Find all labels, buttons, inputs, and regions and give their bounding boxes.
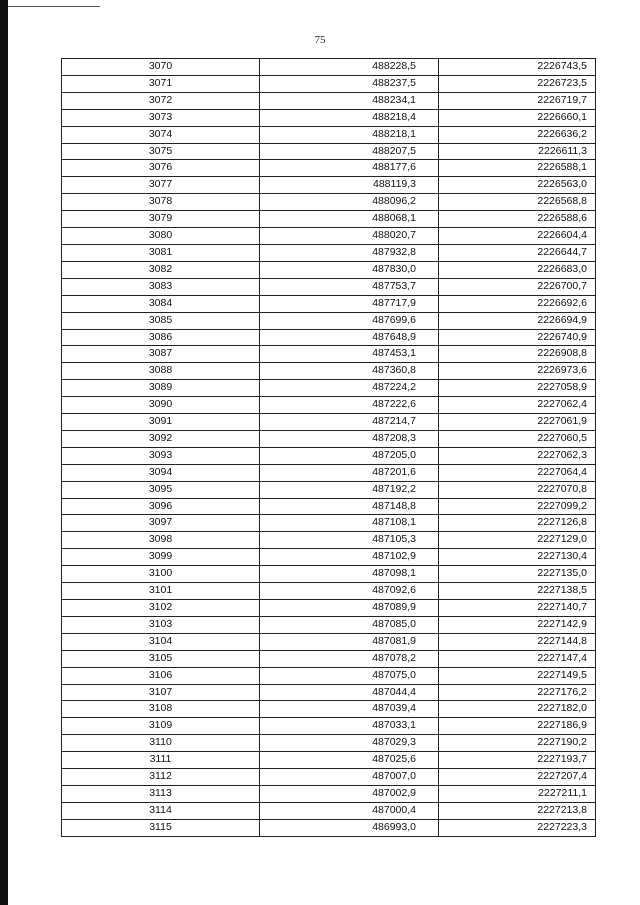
- point-number-cell: 3097: [62, 515, 260, 532]
- coordinates-table: [61, 58, 596, 837]
- y-coordinate-cell: 2226604,4: [439, 228, 596, 245]
- x-coordinate-cell: 487000,4: [260, 802, 439, 819]
- point-number-cell: 3098: [62, 532, 260, 549]
- y-coordinate-cell: 2227193,7: [439, 752, 596, 769]
- point-number-cell: 3092: [62, 430, 260, 447]
- y-coordinate-cell: 2226636,2: [439, 126, 596, 143]
- y-coordinate-cell: 2227135,0: [439, 566, 596, 583]
- table-row: [62, 177, 596, 194]
- y-coordinate-cell: 2226973,6: [439, 363, 596, 380]
- point-number-cell: 3085: [62, 312, 260, 329]
- x-coordinate-cell: 487205,0: [260, 447, 439, 464]
- x-coordinate-cell: 488068,1: [260, 211, 439, 228]
- table-row: [62, 785, 596, 802]
- table-row: [62, 126, 596, 143]
- point-number-cell: 3090: [62, 397, 260, 414]
- y-coordinate-cell: 2227147,4: [439, 650, 596, 667]
- x-coordinate-cell: 487089,9: [260, 600, 439, 617]
- x-coordinate-cell: 487002,9: [260, 785, 439, 802]
- x-coordinate-cell: 488119,3: [260, 177, 439, 194]
- table-row: [62, 447, 596, 464]
- scan-edge-bar: [0, 0, 8, 905]
- y-coordinate-cell: 2226694,9: [439, 312, 596, 329]
- point-number-cell: 3073: [62, 109, 260, 126]
- point-number-cell: 3103: [62, 616, 260, 633]
- x-coordinate-cell: 487039,4: [260, 701, 439, 718]
- table-row: [62, 701, 596, 718]
- table-row: [62, 802, 596, 819]
- table-row: [62, 583, 596, 600]
- table-row: [62, 295, 596, 312]
- table-body: [62, 59, 596, 837]
- y-coordinate-cell: 2227211,1: [439, 785, 596, 802]
- table-row: [62, 109, 596, 126]
- table-row: [62, 735, 596, 752]
- y-coordinate-cell: 2227058,9: [439, 380, 596, 397]
- y-coordinate-cell: 2227129,0: [439, 532, 596, 549]
- x-coordinate-cell: 488218,4: [260, 109, 439, 126]
- table-row: [62, 769, 596, 786]
- x-coordinate-cell: 488096,2: [260, 194, 439, 211]
- point-number-cell: 3093: [62, 447, 260, 464]
- y-coordinate-cell: 2227062,3: [439, 447, 596, 464]
- y-coordinate-cell: 2226563,0: [439, 177, 596, 194]
- y-coordinate-cell: 2227060,5: [439, 430, 596, 447]
- y-coordinate-cell: 2227142,9: [439, 616, 596, 633]
- table-row: [62, 228, 596, 245]
- table-row: [62, 397, 596, 414]
- point-number-cell: 3079: [62, 211, 260, 228]
- y-coordinate-cell: 2226660,1: [439, 109, 596, 126]
- y-coordinate-cell: 2227070,8: [439, 481, 596, 498]
- y-coordinate-cell: 2226692,6: [439, 295, 596, 312]
- point-number-cell: 3091: [62, 414, 260, 431]
- y-coordinate-cell: 2227213,8: [439, 802, 596, 819]
- x-coordinate-cell: 487214,7: [260, 414, 439, 431]
- point-number-cell: 3084: [62, 295, 260, 312]
- x-coordinate-cell: 488228,5: [260, 59, 439, 76]
- y-coordinate-cell: 2227149,5: [439, 667, 596, 684]
- point-number-cell: 3094: [62, 464, 260, 481]
- y-coordinate-cell: 2227207,4: [439, 769, 596, 786]
- table-row: [62, 143, 596, 160]
- point-number-cell: 3087: [62, 346, 260, 363]
- table-row: [62, 312, 596, 329]
- table-row: [62, 498, 596, 515]
- x-coordinate-cell: 487081,9: [260, 633, 439, 650]
- y-coordinate-cell: 2226683,0: [439, 261, 596, 278]
- y-coordinate-cell: 2227190,2: [439, 735, 596, 752]
- y-coordinate-cell: 2226743,5: [439, 59, 596, 76]
- x-coordinate-cell: 487717,9: [260, 295, 439, 312]
- table-row: [62, 261, 596, 278]
- x-coordinate-cell: 487029,3: [260, 735, 439, 752]
- point-number-cell: 3080: [62, 228, 260, 245]
- y-coordinate-cell: 2226723,5: [439, 75, 596, 92]
- point-number-cell: 3114: [62, 802, 260, 819]
- point-number-cell: 3108: [62, 701, 260, 718]
- x-coordinate-cell: 487075,0: [260, 667, 439, 684]
- table-row: [62, 600, 596, 617]
- y-coordinate-cell: 2226700,7: [439, 278, 596, 295]
- point-number-cell: 3074: [62, 126, 260, 143]
- y-coordinate-cell: 2226568,8: [439, 194, 596, 211]
- y-coordinate-cell: 2227223,3: [439, 819, 596, 836]
- y-coordinate-cell: 2227099,2: [439, 498, 596, 515]
- table-row: [62, 194, 596, 211]
- table-row: [62, 650, 596, 667]
- y-coordinate-cell: 2226740,9: [439, 329, 596, 346]
- x-coordinate-cell: 488207,5: [260, 143, 439, 160]
- x-coordinate-cell: 487092,6: [260, 583, 439, 600]
- table-row: [62, 329, 596, 346]
- table-row: [62, 718, 596, 735]
- table-row: [62, 278, 596, 295]
- x-coordinate-cell: 487007,0: [260, 769, 439, 786]
- x-coordinate-cell: 487085,0: [260, 616, 439, 633]
- x-coordinate-cell: 487044,4: [260, 684, 439, 701]
- x-coordinate-cell: 488234,1: [260, 92, 439, 109]
- table-row: [62, 515, 596, 532]
- table-row: [62, 616, 596, 633]
- point-number-cell: 3115: [62, 819, 260, 836]
- x-coordinate-cell: 487453,1: [260, 346, 439, 363]
- point-number-cell: 3106: [62, 667, 260, 684]
- table-row: [62, 819, 596, 836]
- point-number-cell: 3077: [62, 177, 260, 194]
- x-coordinate-cell: 487360,8: [260, 363, 439, 380]
- point-number-cell: 3070: [62, 59, 260, 76]
- point-number-cell: 3083: [62, 278, 260, 295]
- point-number-cell: 3101: [62, 583, 260, 600]
- point-number-cell: 3071: [62, 75, 260, 92]
- x-coordinate-cell: 487098,1: [260, 566, 439, 583]
- x-coordinate-cell: 487033,1: [260, 718, 439, 735]
- y-coordinate-cell: 2226644,7: [439, 244, 596, 261]
- y-coordinate-cell: 2227176,2: [439, 684, 596, 701]
- x-coordinate-cell: 487699,6: [260, 312, 439, 329]
- y-coordinate-cell: 2227126,8: [439, 515, 596, 532]
- point-number-cell: 3099: [62, 549, 260, 566]
- table-row: [62, 363, 596, 380]
- x-coordinate-cell: 487102,9: [260, 549, 439, 566]
- point-number-cell: 3078: [62, 194, 260, 211]
- table-row: [62, 752, 596, 769]
- y-coordinate-cell: 2227061,9: [439, 414, 596, 431]
- x-coordinate-cell: 487932,8: [260, 244, 439, 261]
- y-coordinate-cell: 2227062,4: [439, 397, 596, 414]
- x-coordinate-cell: 488218,1: [260, 126, 439, 143]
- header-rule: [8, 6, 100, 7]
- table-row: [62, 160, 596, 177]
- point-number-cell: 3082: [62, 261, 260, 278]
- point-number-cell: 3072: [62, 92, 260, 109]
- point-number-cell: 3076: [62, 160, 260, 177]
- point-number-cell: 3111: [62, 752, 260, 769]
- y-coordinate-cell: 2227140,7: [439, 600, 596, 617]
- x-coordinate-cell: 488237,5: [260, 75, 439, 92]
- table-row: [62, 532, 596, 549]
- x-coordinate-cell: 487753,7: [260, 278, 439, 295]
- x-coordinate-cell: 487192,2: [260, 481, 439, 498]
- y-coordinate-cell: 2226908,8: [439, 346, 596, 363]
- x-coordinate-cell: 487025,6: [260, 752, 439, 769]
- y-coordinate-cell: 2227138,5: [439, 583, 596, 600]
- table-row: [62, 211, 596, 228]
- y-coordinate-cell: 2226719,7: [439, 92, 596, 109]
- point-number-cell: 3109: [62, 718, 260, 735]
- x-coordinate-cell: 487830,0: [260, 261, 439, 278]
- table-row: [62, 75, 596, 92]
- point-number-cell: 3113: [62, 785, 260, 802]
- x-coordinate-cell: 487648,9: [260, 329, 439, 346]
- page-number: 75: [314, 34, 326, 46]
- x-coordinate-cell: 487078,2: [260, 650, 439, 667]
- point-number-cell: 3104: [62, 633, 260, 650]
- point-number-cell: 3112: [62, 769, 260, 786]
- table-row: [62, 667, 596, 684]
- y-coordinate-cell: 2227064,4: [439, 464, 596, 481]
- x-coordinate-cell: 487108,1: [260, 515, 439, 532]
- table-row: [62, 244, 596, 261]
- table-row: [62, 633, 596, 650]
- point-number-cell: 3096: [62, 498, 260, 515]
- point-number-cell: 3105: [62, 650, 260, 667]
- table-row: [62, 414, 596, 431]
- table-row: [62, 92, 596, 109]
- point-number-cell: 3100: [62, 566, 260, 583]
- x-coordinate-cell: 487148,8: [260, 498, 439, 515]
- x-coordinate-cell: 487201,6: [260, 464, 439, 481]
- point-number-cell: 3089: [62, 380, 260, 397]
- y-coordinate-cell: 2226611,3: [439, 143, 596, 160]
- x-coordinate-cell: 487222,6: [260, 397, 439, 414]
- table-row: [62, 380, 596, 397]
- point-number-cell: 3102: [62, 600, 260, 617]
- x-coordinate-cell: 487105,3: [260, 532, 439, 549]
- y-coordinate-cell: 2226588,1: [439, 160, 596, 177]
- point-number-cell: 3110: [62, 735, 260, 752]
- y-coordinate-cell: 2227130,4: [439, 549, 596, 566]
- table-row: [62, 346, 596, 363]
- x-coordinate-cell: 488020,7: [260, 228, 439, 245]
- y-coordinate-cell: 2227182,0: [439, 701, 596, 718]
- x-coordinate-cell: 487224,2: [260, 380, 439, 397]
- x-coordinate-cell: 486993,0: [260, 819, 439, 836]
- table-row: [62, 566, 596, 583]
- point-number-cell: 3095: [62, 481, 260, 498]
- point-number-cell: 3086: [62, 329, 260, 346]
- y-coordinate-cell: 2226588,6: [439, 211, 596, 228]
- table-row: [62, 59, 596, 76]
- y-coordinate-cell: 2227186,9: [439, 718, 596, 735]
- x-coordinate-cell: 487208,3: [260, 430, 439, 447]
- table-row: [62, 549, 596, 566]
- table-row: [62, 464, 596, 481]
- point-number-cell: 3107: [62, 684, 260, 701]
- point-number-cell: 3081: [62, 244, 260, 261]
- x-coordinate-cell: 488177,6: [260, 160, 439, 177]
- table-row: [62, 430, 596, 447]
- y-coordinate-cell: 2227144,8: [439, 633, 596, 650]
- table-row: [62, 481, 596, 498]
- point-number-cell: 3088: [62, 363, 260, 380]
- table-row: [62, 684, 596, 701]
- point-number-cell: 3075: [62, 143, 260, 160]
